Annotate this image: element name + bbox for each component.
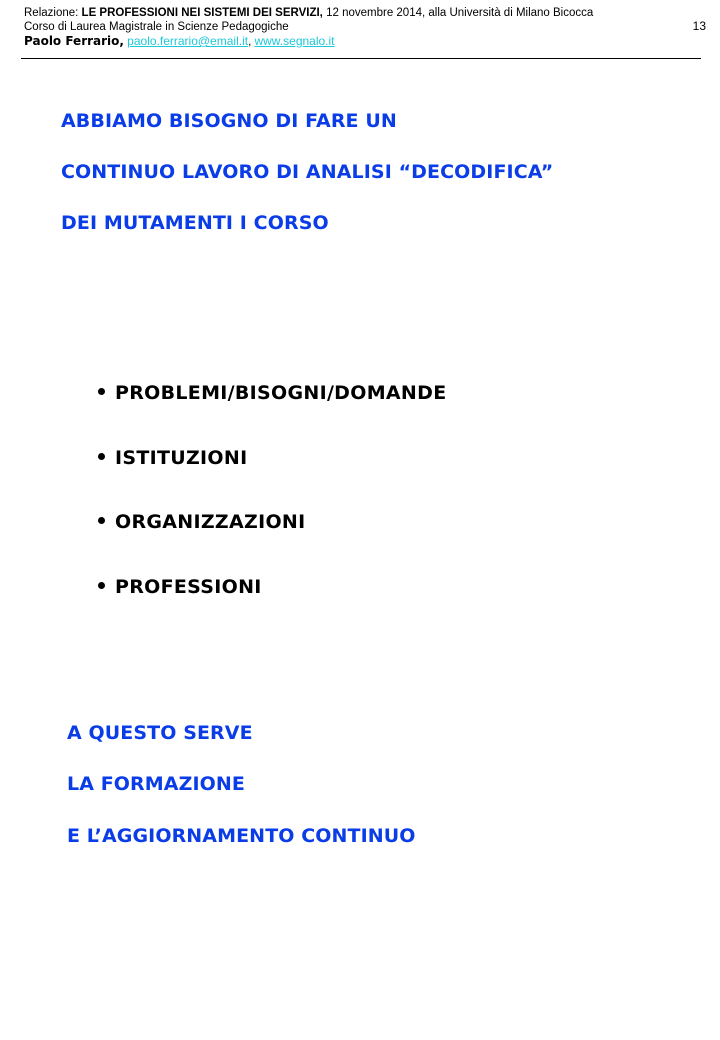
header-divider (21, 58, 701, 59)
list-item (98, 447, 446, 512)
header-line-1 (24, 6, 704, 20)
list-item (98, 382, 446, 447)
bullet-icon (98, 517, 105, 524)
header-line-3 (24, 34, 704, 49)
bullet-text: ISTITUZIONI (115, 446, 248, 469)
page-number: 13 (692, 19, 706, 33)
conclusion-line-2: LA FORMAZIONE (67, 773, 245, 795)
list-item (98, 576, 446, 641)
bullet-icon (98, 388, 105, 395)
intro-line-2: CONTINUO LAVORO DI ANALISI “DECODIFICA” (61, 161, 554, 183)
bullet-text: ORGANIZZAZIONI (115, 511, 306, 533)
header-title: LE PROFESSIONI NEI SISTEMI DEI SERVIZI, (81, 7, 323, 19)
intro-line-3: DEI MUTAMENTI I CORSO (61, 212, 329, 234)
header-date-location: 12 novembre 2014, alla Università di Milano Bicocca (322, 7, 594, 19)
bullet-text: PROBLEMI/BISOGNI/DOMANDE (115, 382, 447, 404)
page-header (24, 6, 704, 49)
link-separator: , (248, 36, 255, 48)
header-prefix: Relazione: (24, 7, 82, 19)
intro-line-1: ABBIAMO BISOGNO DI FARE UN (61, 110, 397, 132)
website-link[interactable]: www.segnalo.it (254, 34, 335, 48)
bullet-list (98, 382, 446, 640)
bullet-icon (98, 582, 105, 589)
conclusion-line-1: A QUESTO SERVE (67, 722, 253, 744)
author-name: Paolo Ferrario, (24, 34, 124, 48)
email-link[interactable]: paolo.ferrario@email.it (127, 34, 249, 48)
bullet-icon (98, 453, 105, 460)
header-line-2: Corso di Laurea Magistrale in Scienze Pedagogiche (24, 21, 289, 33)
conclusion-line-3: E L’AGGIORNAMENTO CONTINUO (67, 825, 416, 847)
list-item (98, 511, 446, 576)
bullet-text: PROFESSIONI (115, 575, 262, 598)
